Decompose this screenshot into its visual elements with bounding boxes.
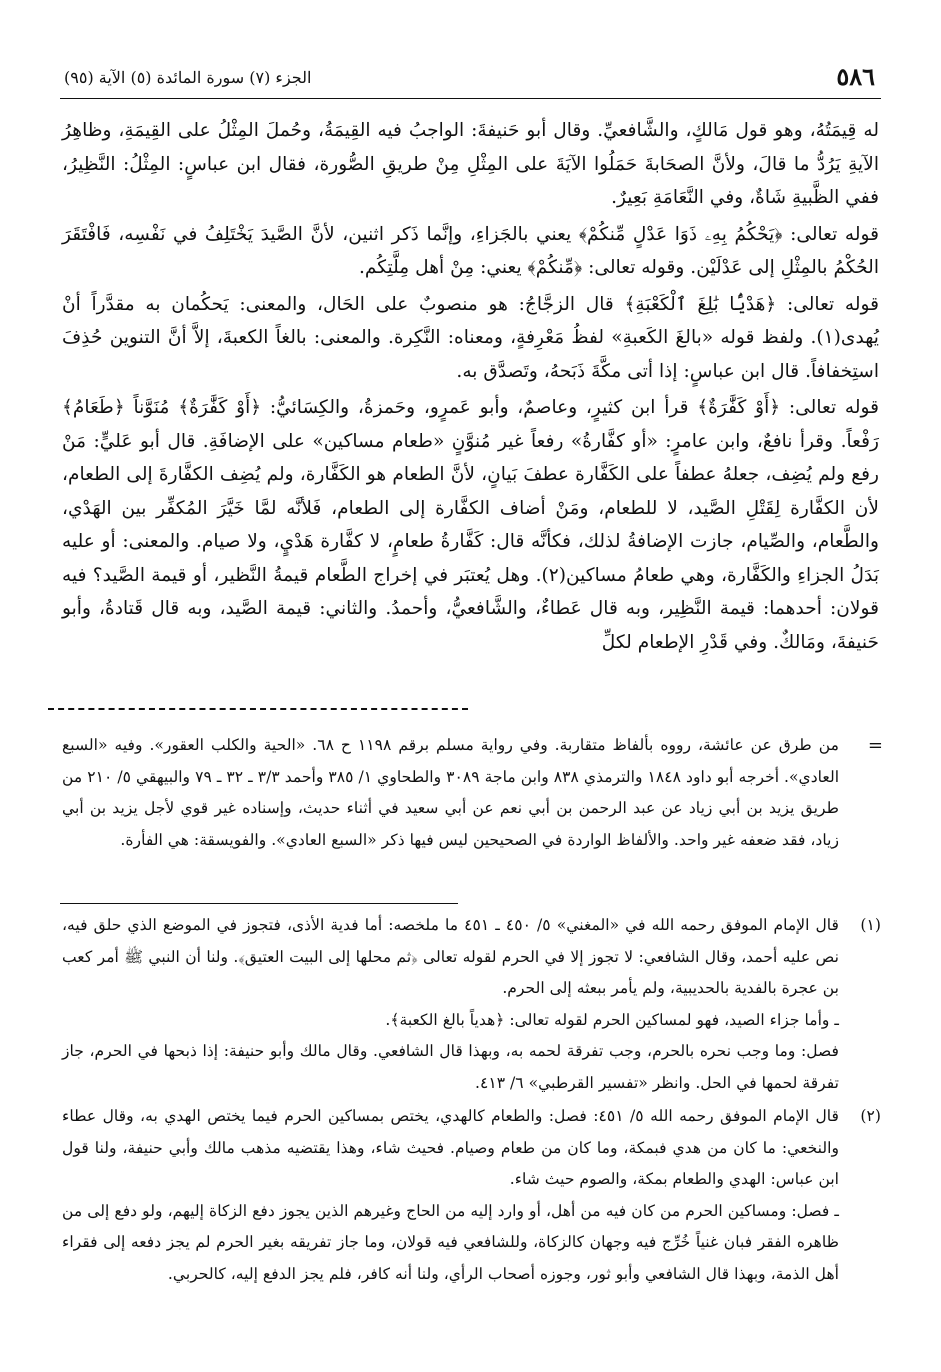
footnote-rule xyxy=(60,903,458,904)
main-paragraph: قوله تعالى: ﴿أَوْ كَفَّٰرَةٌ﴾ قرأ ابن كثيرٍ، وعاصمٌ، وأبو عَمرٍو، وحَمزةُ، والكِسَائيُّ: ﴿أَوْ كَفَّٰرَةٌ﴾ مُنَوَّناً ﴿طَعَامُ﴾ رَفْعاً. وقرأ نافعٌ، وابن عامرٍ: «أو كفَّارةُ» رفعاً غير مُنوَّنٍ «طعام مساكين» على الإضافَةِ. قال أبو عَليٍّ: مَنْ رفع ولم يُضِف، جعلهُ عطفاً على الكَفَّارة عطفَ بَيانٍ، لأنَّ الطعام هو الكَفَّارة، ولم يُضِف الكفَّارةَ إلى الطعام، لأن الكفَّارة لِقَتْلِ الصَّيد، لا للطعام، ومَنْ أضاف الكفَّارة إلى الطعام، فَلأنَّه لمَّا خَيَّرَ المُكفِّر بين الهَدْي، والطَّعام، والصِّيام، جازت الإضافةُ لذلك، فكأنَّه قال: كَفَّارةُ طعامٍ، لا كفَّارة هَدْيٍ، ولا صيام. والمعنى: أو عليه بَدَلُ الجزاءِ والكَفَّارة، وهي طعامُ مساكين(٢). وهل يُعتبَر في إخراج الطَّعام قيمةُ النَّظير، أو قيمة الصَّيد؟ فيه قولان: أحدهما: قيمة النَّظِير، وبه قال عَطاءٌ، والشَّافعيُّ، وأحمدُ. والثاني: قيمة الصَّيد، وبه قال قَتادةُ، وأبو حَنيفةَ، ومَالكٌ. وفي قَدْرِ الإطعام لكلِّ xyxy=(62,397,880,653)
main-paragraph: له قِيمَتُهُ، وهو قول مَالكٍ، والشَّافعيِّ. وقال أبو حَنيفةَ: الواجبُ فيه القِيمَةُ، وحُملَ المِثْلُ على القِيمَةِ، وظاهِرُ الآيةِ يَرُدُّ ما قالَ، ولأنَّ الصحَابةَ حَمَلُوا الآيَةَ على المِثْلِ مِنْ طريقِ الصُّورة، فقال ابن عباسٍ: المِثْلُ: النَّظِيرُ، ففي الظَّبيةِ شَاةٌ، وفي النَّعَامَةِ بَعِيرٌ. xyxy=(62,120,879,208)
main-text xyxy=(62,114,879,662)
footnote-number: (٢) xyxy=(860,1107,881,1125)
page-number: ٥٨٦ xyxy=(836,62,875,91)
dashed-separator xyxy=(48,708,468,710)
continuation-mark: = xyxy=(867,735,883,756)
footnote-1 xyxy=(62,910,881,1099)
main-paragraph: قوله تعالى: ﴿هَدْيًۢا بَٰلِغَ ٱلْكَعْبَةِ﴾ قال الزجَّاجُ: هو منصوبٌ على الحَال، والمعنى: يَحكُمان به مقدَّراً أنْ يُهدى(١). ولفظ قوله «بالغَ الكَعبةِ» لفظُ مَعْرِفةٍ، ومعناه: النَّكِرة. والمعنى: بالغاً الكعبةَ، إلاَّ أنَّ التنوين حُذِفَ استِخفافاً. قال ابن عباسٍ: إذا أتى مكَّةَ ذَبَحهُ، وتَصدَّق به. xyxy=(62,293,879,382)
continued-footnote xyxy=(62,730,881,856)
footnote-paragraph: فصل: وما وجب نحره بالحرم، وجب تفرقة لحمه به، وبهذا قال الشافعي. وقال مالك وأبو حنيفة: إذا ذبحها في الحرم، جاز تفرقة لحمها في الحل. وانظر «تفسير القرطبي» ٦/ ٤١٣. xyxy=(62,1042,839,1092)
footnote-paragraph: قال الإمام الموفق رحمه الله ٥/ ٤٥١: فصل: والطعام كالهدي، يختص بمساكين الحرم فيما يختص الهدي به، وقال عطاء والنخعي: ما كان من هدي فبمكة، وما كان من طعام وصيام. فحيث شاء، وهذا يقتضيه مذهب مالك وأبي حنيفة، ولنا قول ابن عباس: الهدي والطعام بمكة، والصوم حيث شاء. xyxy=(62,1107,839,1188)
running-head: الجزء (٧) سورة المائدة (٥) الآية (٩٥) xyxy=(64,68,312,87)
footnote-paragraph: ـ فصل: ومساكين الحرم من كان فيه من أهل، أو وارد إليه من الحاج وغيرهم الذين يجوز دفع الزكاة إليهم، ولو دفع إلى من ظاهره الفقر فبان غنياً خُرِّج فيه وجهان كالزكاة، وللشافعي فيه قولان، وما جاز تفريقه بغير الحرم لم يجز دفعه إلى فقراء أهل الذمة، وبهذا قال الشافعي وأبو ثور، وجوزه أصحاب الرأي، ولنا أنه كافر، فلم يجز الدفع إليه، كالحربي. xyxy=(62,1201,839,1283)
footnote-paragraph: ـ وأما جزاء الصيد، فهو لمساكين الحرم لقوله تعالى: ﴿هدياً بالغ الكعبة﴾. xyxy=(385,1010,839,1029)
footnotes xyxy=(62,910,881,1292)
footnote-2 xyxy=(62,1101,881,1290)
footnote-paragraph: قال الإمام الموفق رحمه الله في «المغني» ٥/ ٤٥٠ ـ ٤٥١ ما ملخصه: أما فدية الأذى، فتجوز في الموضع الذي حلق فيه، نص عليه أحمد، وقال الشافعي: لا تجوز إلا في الحرم لقوله تعالى ﴿ثم محلها إلى البيت العتيق﴾. ولنا أن النبي ﷺ أمر كعب بن عجرة بالفدية بالحديبية، ولم يأمر ببعثه إلى الحرم. xyxy=(62,916,839,997)
page-header xyxy=(60,58,881,99)
footnote-number: (١) xyxy=(860,916,881,934)
main-paragraph: قوله تعالى: ﴿يَحْكُمُ بِهِۦ ذَوَا عَدْلٍ مِّنكُمْ﴾ يعني بالجَزاءِ، وإنَّما ذَكر اثنين، لأنَّ الصَّيدَ يَخْتَلِفُ في نَفْسِه، فَافْتَقَرَ الحُكْمُ بالمِثْلِ إلى عَدْلَيْن. وقوله تعالى: ﴿مِّنكُمْ﴾ يعني: مِنْ أهل مِلَّتِكُم. xyxy=(62,223,879,278)
continued-footnote-text: من طرق عن عائشة، رووه بألفاظ متقاربة. وفي رواية مسلم برقم ١١٩٨ ح ٦٨. «الحية والكلب العقور». وفيه «السبع العادي». أخرجه أبو داود ١٨٤٨ والترمذي ٨٣٨ وابن ماجة ٣٠٨٩ والطحاوي ١/ ٣٨٥ وأحمد ٣/٣ ـ ٣٢ ـ ٧٩ والبيهقي ٥/ ٢١٠ من طريق يزيد بن أبي زياد عن عبد الرحمن بن أبي نعم عن أبي سعيد في أثناء حديث، وإسناده غير قوي لأجل يزيد بن أبي زياد، فقد ضعفه غير واحد. والألفاظ الواردة في الصحيحين ليس فيها ذكر «السبع العادي». والفويسقة: هي الفأرة. xyxy=(62,736,840,849)
